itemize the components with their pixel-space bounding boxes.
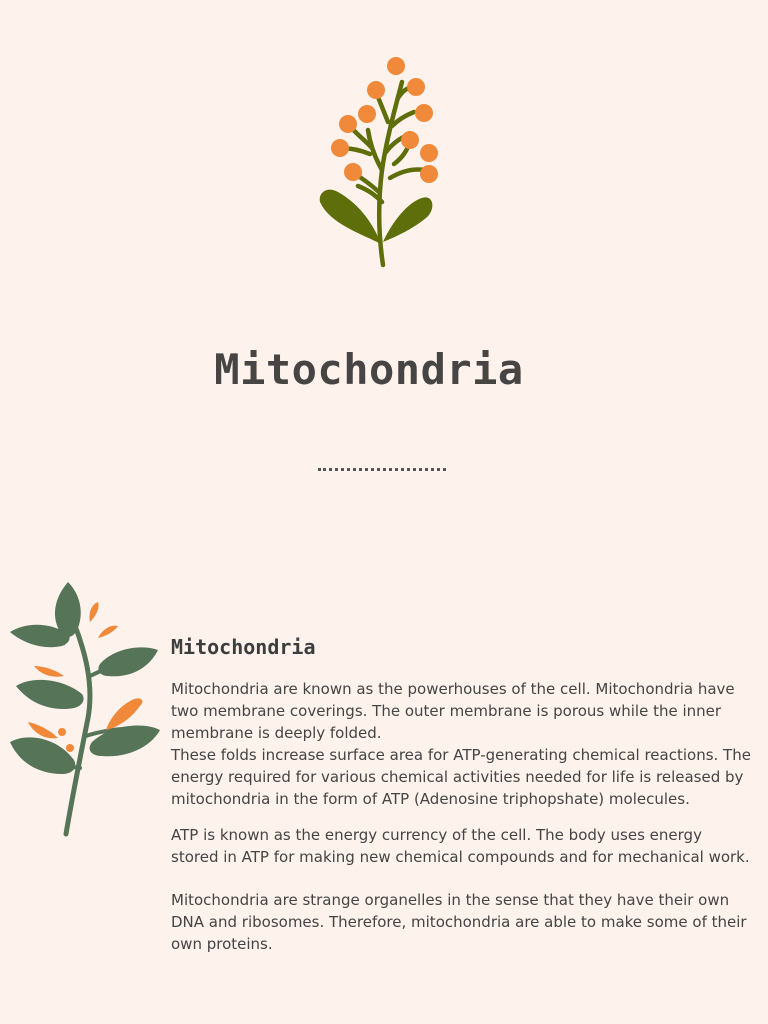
paragraph-3: Mitochondria are strange organelles in the sense that they have their own DNA and ribosomes. Therefore, mitochondria are able to make some of their own proteins. [171,891,747,953]
berry-branch-icon [310,52,446,272]
section-heading: Mitochondria [171,635,316,659]
paragraph-2: ATP is known as the energy currency of the cell. The body uses energy stored in ATP for making new chemical compounds and for mechanical work. [171,826,750,866]
content-section [171,632,751,955]
paragraph-1: Mitochondria are known as the powerhouses of the cell. Mitochondria have two membrane coverings. The outer membrane is porous while the inner membrane is deeply folded. These folds increase surface area for ATP-generating chemical reactions. The energy required for various chemical activities needed for life is released by mitochondria in the form of ATP (Adenosine triphopshate) molecules. [171,680,751,808]
page-title: Mitochondria [214,345,524,394]
leafy-branch-icon [6,578,164,840]
dotted-divider [318,468,446,471]
